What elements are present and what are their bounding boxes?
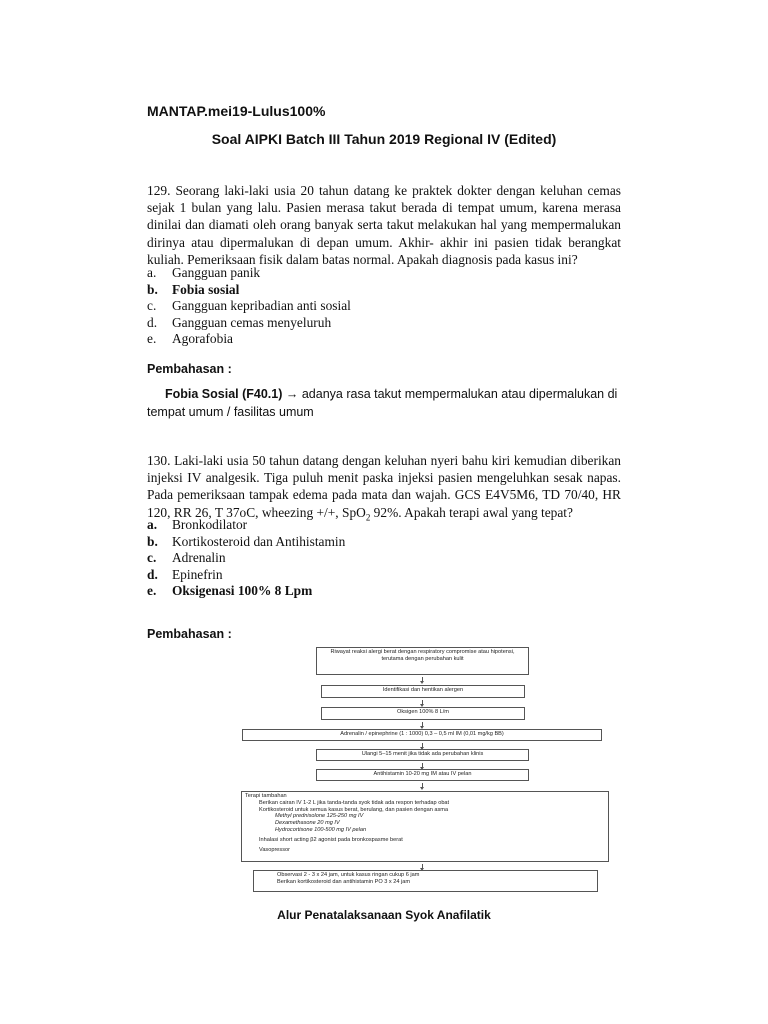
option-letter: c.	[147, 550, 157, 565]
observation-item: Observasi 2 - 3 x 24 jam, untuk kasus ringan cukup 6 jam	[277, 872, 420, 878]
flow-arrow	[422, 677, 423, 681]
option-letter: a.	[147, 265, 157, 280]
pembahasan-term: Fobia Sosial (F40.1)	[165, 387, 283, 401]
pembahasan-label-130: Pembahasan :	[147, 627, 232, 641]
option-text: Oksigenasi 100% 8 Lpm	[172, 583, 313, 598]
observation-item: Berikan kortikosteroid dan antihistamin PO 3 x 24 jam	[277, 878, 411, 885]
document-header: MANTAP.mei19-Lulus100%	[147, 103, 326, 119]
option-letter: d.	[147, 566, 158, 582]
option-text: Adrenalin	[172, 550, 226, 565]
question-130-end: 92%. Apakah terapi awal yang tepat?	[370, 504, 573, 520]
option-letter: b.	[147, 533, 158, 549]
question-129-options	[147, 265, 351, 348]
question-130-text	[147, 452, 621, 526]
option-e	[147, 331, 351, 348]
therapy-item: Vasopressor	[259, 846, 290, 853]
therapy-subitem: Dexamethasone 20 mg IV	[275, 820, 340, 827]
option-text: Bronkodilator	[172, 517, 248, 532]
option-d	[147, 567, 345, 584]
flow-box-history: Riwayat reaksi alergi berat dengan respiratory compromise atau hipotensi, terutama dengan perubahan kulit	[316, 647, 529, 675]
pembahasan-129-text	[147, 386, 632, 421]
option-letter: d.	[147, 314, 158, 330]
flow-box-identify: Identifikasi dan hentikan alergen	[321, 685, 525, 698]
page-title: Soal AIPKI Batch III Tahun 2019 Regional IV (Edited)	[211, 131, 557, 147]
flow-arrow	[422, 864, 423, 868]
therapy-item: Inhalasi short acting β2 agonist pada bronkospasme berat	[259, 836, 403, 843]
flow-box-adrenaline: Adrenalin / epinephrine (1 : 1000) 0,3 – 0,5 ml IM (0,01 mg/kg BB)	[242, 729, 602, 741]
option-d	[147, 315, 351, 332]
option-c	[147, 550, 345, 567]
option-c	[147, 298, 351, 315]
question-130-options	[147, 517, 345, 600]
arrow-icon: →	[285, 387, 299, 401]
flow-arrow	[422, 783, 423, 787]
question-129-text: 129. Seorang laki-laki usia 20 tahun datang ke praktek dokter dengan keluhan cemas sejak 1 bulan yang lalu. Pasien merasa takut berada di tempat umum, karena merasa dinilai dan diamati oleh orang banyak serta takut melakukan hal yang mempermalukan dirinya atau dipermalukan di depan umum. Akhir- akhir ini pasien tidak berangkat kuliah. Pemeriksaan fisik dalam batas normal. Apakah diagnosis pada kasus ini?	[147, 183, 621, 267]
therapy-title: Terapi tambahan	[245, 793, 287, 799]
flow-box-antihistamine: Antihistamin 10-20 mg IM atau IV pelan	[316, 769, 529, 781]
option-text: Epinefrin	[172, 566, 223, 582]
therapy-item: Kortikosteroid untuk semua kasus berat, berulang, dan pasien dengan asma	[259, 806, 449, 813]
option-b	[147, 534, 345, 551]
option-letter: c.	[147, 298, 157, 313]
pembahasan-label-129: Pembahasan :	[147, 362, 232, 376]
option-letter: a.	[147, 517, 158, 532]
option-text: Fobia sosial	[172, 281, 240, 297]
option-letter: e.	[147, 331, 157, 346]
anaphylaxis-flowchart	[239, 645, 631, 895]
option-a	[147, 265, 351, 282]
option-text: Gangguan kepribadian anti sosial	[172, 298, 351, 313]
flow-arrow	[422, 743, 423, 747]
flow-box-repeat: Ulangi 5–15 menit jika tidak ada perubahan klinis	[316, 749, 529, 761]
flow-arrow	[422, 722, 423, 726]
option-letter: e.	[147, 583, 157, 598]
subscript: 2	[365, 512, 371, 523]
flow-arrow	[422, 700, 423, 704]
question-130-body: 130. Laki-laki usia 50 tahun datang dengan keluhan nyeri bahu kiri kemudian diberikan injeksi IV analgesik. Tiga puluh menit paska injeksi pasien mengeluhkan sesak napas. Pada pemeriksaan tampak edema pada mata dan wajah. GCS E4V5M6, TD 70/40, HR 120, RR 26, T 37oC, wheezing +/+, SpO	[147, 453, 621, 520]
option-a	[147, 517, 345, 534]
therapy-subitem: Hydrocortisone 100-500 mg IV pelan	[275, 826, 367, 833]
pembahasan-body: adanya rasa takut mempermalukan atau dipermalukan di tempat umum / fasilitas umum	[147, 387, 618, 419]
option-b-answer	[147, 282, 351, 299]
flowchart-caption: Alur Penatalaksanaan Syok Anafilatik	[277, 908, 491, 922]
flow-box-oxygen: Oksigen 100% 8 L/m	[321, 707, 525, 720]
therapy-item: Berikan cairan IV 1-2 L jika tanda-tanda syok tidak ada respon terhadap obat	[259, 799, 450, 806]
flow-box-observation	[253, 870, 598, 892]
option-text: Kortikosteroid dan Antihistamin	[172, 533, 346, 549]
option-letter: b.	[147, 281, 158, 297]
option-e-answer	[147, 583, 345, 600]
option-text: Gangguan panik	[172, 265, 261, 280]
flow-box-additional-therapy	[241, 791, 609, 862]
option-text: Gangguan cemas menyeluruh	[172, 314, 332, 330]
flow-arrow	[422, 763, 423, 767]
option-text: Agorafobia	[172, 331, 233, 346]
therapy-subitem: Methyl prednisolone 125-250 mg IV	[275, 813, 364, 820]
